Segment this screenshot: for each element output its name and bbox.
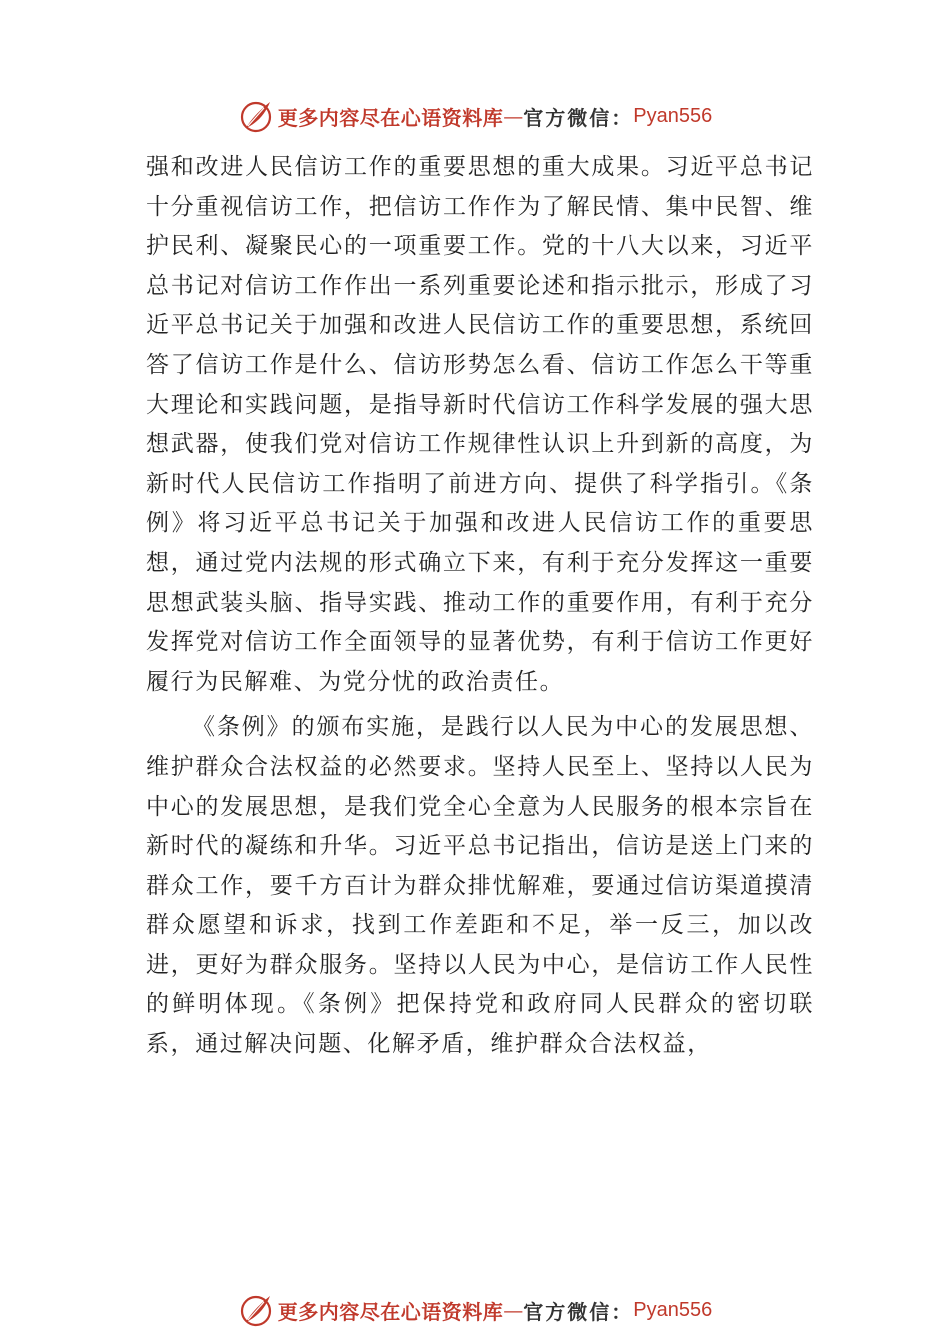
watermark-wechat-id: Pyan556 bbox=[633, 104, 713, 127]
watermark-dash: — bbox=[503, 104, 524, 128]
watermark-wechat-label: 官方微信： bbox=[523, 1299, 634, 1324]
paragraph-2: 《条例》的颁布实施，是践行以人民为中心的发展思想、维护群众合法权益的必然要求。坚持人民至上、坚持以人民为中心的发展思想，是我们党全心全意为人民服务的根本宗旨在新时代的凝练和升华。习近平总书记指出，信访是送上门来的群众工作，要千方百计为群众排忧解难，要通过信访渠道摸清群众愿望和诉求，找到工作差距和不足，举一反三，加以改进，更好为群众服务。坚持以人民为中心，是信访工作人民性的鲜明体现。《条例》把保持党和政府同人民群众的密切联系，通过解决问题、化解矛盾，维护群众合法权益， bbox=[146, 714, 814, 1058]
quill-logo-icon bbox=[238, 1292, 274, 1328]
quill-logo-icon bbox=[238, 98, 274, 134]
watermark-site-name: 更多内容尽在心语资料库 bbox=[277, 105, 504, 130]
watermark-site-name: 更多内容尽在心语资料库 bbox=[277, 1299, 504, 1324]
watermark-wechat-label: 官方微信： bbox=[523, 105, 634, 130]
watermark-wechat-id: Pyan556 bbox=[633, 1298, 713, 1321]
document-body bbox=[146, 148, 814, 1065]
header-watermark bbox=[0, 96, 950, 136]
footer-watermark bbox=[0, 1290, 950, 1330]
watermark-dash: — bbox=[503, 1298, 524, 1322]
paragraph-1: 强和改进人民信访工作的重要思想的重大成果。习近平总书记十分重视信访工作，把信访工作作为了解民情、集中民智、维护民利、凝聚民心的一项重要工作。党的十八大以来，习近平总书记对信访工作作出一系列重要论述和指示批示，形成了习近平总书记关于加强和改进人民信访工作的重要思想，系统回答了信访工作是什么、信访形势怎么看、信访工作怎么干等重大理论和实践问题，是指导新时代信访工作科学发展的强大思想武器，使我们党对信访工作规律性认识上升到新的高度，为新时代人民信访工作指明了前进方向、提供了科学指引。《条例》将习近平总书记关于加强和改进人民信访工作的重要思想，通过党内法规的形式确立下来，有利于充分发挥这一重要思想武装头脑、指导实践、推动工作的重要作用，有利于充分发挥党对信访工作全面领导的显著优势，有利于信访工作更好履行为民解难、为党分忧的政治责任。 bbox=[146, 154, 814, 695]
